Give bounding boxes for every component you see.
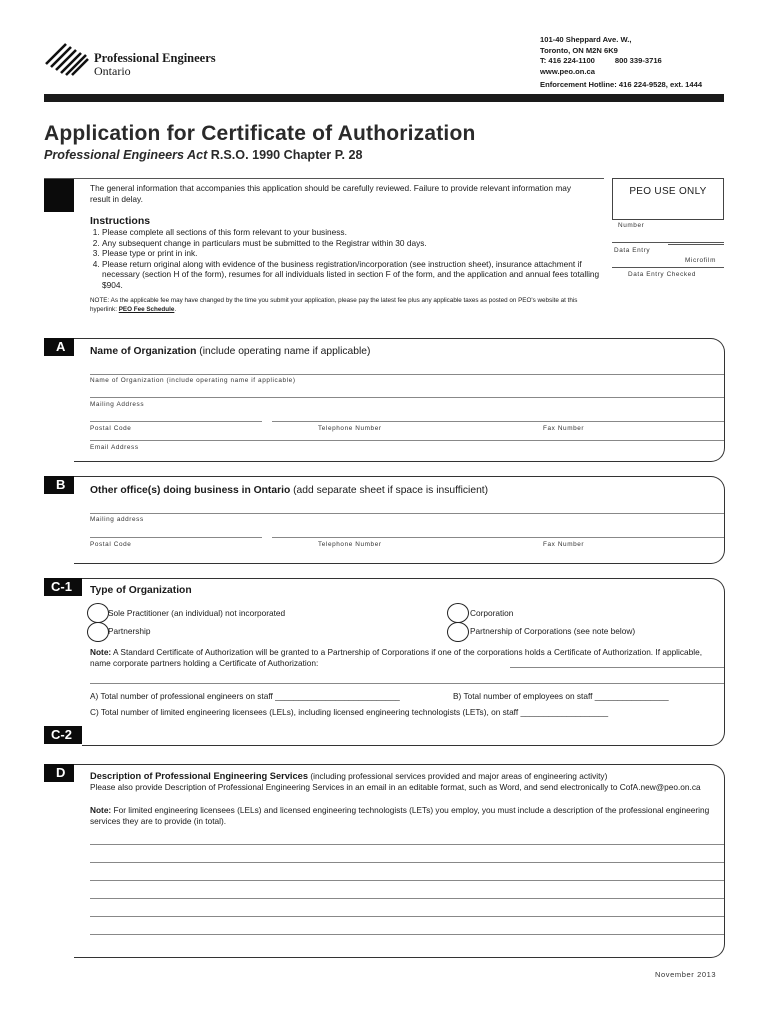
address-line-1: 101-40 Sheppard Ave. W., bbox=[540, 35, 632, 44]
b-postal-label: Postal Code bbox=[90, 541, 132, 548]
instruction-item: 3. Please type or print in ink. bbox=[102, 248, 600, 259]
section-c1-heading: Type of Organization bbox=[90, 585, 192, 596]
fee-note-text: NOTE: As the applicable fee may have changed by the time you submit your application, please pay the latest fee plus any applicable taxes as posted on PEO's website at this hyperlink: bbox=[90, 297, 578, 313]
section-a-heading bbox=[90, 346, 370, 357]
org-name-label: Name of Organization (include operating name if applicable) bbox=[90, 377, 296, 384]
partnership-radio[interactable] bbox=[87, 622, 109, 642]
fee-note: NOTE: As the applicable fee may have changed by the time you submit your application, please pay the latest fee plus any applicable taxes as posted on PEO's website at this hyperlink: PEO Fee Schedule. bbox=[90, 297, 578, 313]
instruction-item: 4. Please return original along with evidence of the business registration/incorporation (see instruction sheet), insurance attachment if necessary (section H of the form), resumes for all individuals listed in section F of the form, and the application and annual fees totalling $904. bbox=[102, 259, 600, 291]
section-d-title: Description of Professional Engineering Services bbox=[90, 771, 309, 781]
section-d-tag: D bbox=[44, 764, 74, 782]
postal-label: Postal Code bbox=[90, 425, 132, 432]
section-a-tag: A bbox=[44, 338, 74, 356]
org-sub: Ontario bbox=[94, 64, 131, 78]
section-d-note: (including professional services provided and major areas of engineering activity) bbox=[308, 771, 608, 781]
instructions-list bbox=[90, 227, 600, 290]
b-postal-line[interactable] bbox=[90, 537, 262, 538]
section-a-title: Name of Organization bbox=[90, 346, 197, 357]
c2-item-c: C) Total number of limited engineering licensees (LELs), including licensed engineering technologists (LETs), on staff ___________________ bbox=[90, 707, 609, 717]
c2-item-a: A) Total number of professional engineers on staff ___________________________ bbox=[90, 691, 400, 701]
mailing-line[interactable] bbox=[90, 397, 724, 398]
intro-rule bbox=[44, 178, 604, 179]
instruction-item: 2. Any subsequent change in particulars must be submitted to the Registrar within 30 days. bbox=[102, 238, 600, 249]
fax-label: Fax Number bbox=[543, 425, 585, 432]
peo-number-label: Number bbox=[618, 222, 645, 229]
sole-practitioner-label: Sole Practitioner (an individual) not incorporated bbox=[108, 608, 286, 618]
partnership-label: Partnership bbox=[108, 626, 151, 636]
instruction-item: 1. Please complete all sections of this form relevant to your business. bbox=[102, 227, 600, 238]
footer-date: November 2013 bbox=[655, 970, 717, 979]
mailing-label: Mailing Address bbox=[90, 401, 145, 408]
email-line[interactable] bbox=[90, 440, 724, 441]
section-d bbox=[74, 764, 725, 958]
peo-data-entry-line bbox=[668, 244, 724, 245]
email-label: Email Address bbox=[90, 444, 139, 451]
contact-block bbox=[540, 35, 750, 91]
address-line-2: Toronto, ON M2N 6K9 bbox=[540, 45, 618, 55]
fee-schedule-link[interactable]: PEO Fee Schedule bbox=[118, 305, 175, 313]
description-line[interactable] bbox=[90, 916, 724, 917]
description-line[interactable] bbox=[90, 934, 724, 935]
b-mailing-line[interactable] bbox=[90, 513, 724, 514]
section-c1-tag: C-1 bbox=[44, 578, 82, 596]
section-d-note-block bbox=[90, 805, 724, 826]
corporate-partners-line-1[interactable] bbox=[510, 667, 724, 668]
section-b-note: (add separate sheet if space is insufficient) bbox=[290, 485, 489, 496]
section-b-title: Other office(s) doing business in Ontario bbox=[90, 485, 291, 496]
subtitle-act: Professional Engineers Act bbox=[44, 148, 208, 162]
c1-note bbox=[90, 647, 722, 668]
hotline: Enforcement Hotline: 416 224-9528, ext. 1444 bbox=[540, 80, 703, 89]
tollfree: 800 339-3716 bbox=[614, 56, 662, 65]
section-d-note-text: For limited engineering licensees (LELs) and licensed engineering technologists (LETs) you employ, you must include a description of the professional engineering services they are to provide (in total). bbox=[90, 805, 710, 826]
section-c2-tag: C-2 bbox=[44, 726, 82, 744]
c2-item-b: B) Total number of employees on staff ________________ bbox=[453, 691, 669, 701]
partnership-corps-label: Partnership of Corporations (see note below) bbox=[470, 626, 636, 636]
section-d-note-label: Note: bbox=[90, 805, 112, 815]
peo-use-title: PEO USE ONLY bbox=[612, 178, 724, 220]
phone-line bbox=[540, 56, 750, 67]
b-telephone-line[interactable] bbox=[272, 537, 724, 538]
intro-block bbox=[44, 178, 74, 212]
phone: T: 416 224-1100 bbox=[540, 56, 595, 65]
description-line[interactable] bbox=[90, 898, 724, 899]
corporate-partners-line-2[interactable] bbox=[90, 683, 724, 684]
subtitle-rest: R.S.O. 1990 Chapter P. 28 bbox=[207, 148, 363, 162]
peo-logo-icon bbox=[44, 40, 89, 76]
intro-general: The general information that accompanies this application should be carefully reviewed. Failure to provide relevant information may result in delay. bbox=[90, 183, 572, 204]
c1-note-text: A Standard Certificate of Authorization will be granted to a Partnership of Corporations if one of the corporations holds a Certificate of Authorization. If applicable, name corporate partners holding a Certificate of Authorization: bbox=[90, 647, 703, 668]
peo-microfilm-line bbox=[612, 267, 724, 268]
section-b-tag: B bbox=[44, 476, 74, 494]
section-b-heading bbox=[90, 485, 488, 496]
description-line[interactable] bbox=[90, 862, 724, 863]
section-a-note: (include operating name if applicable) bbox=[196, 346, 371, 357]
peo-use-box bbox=[612, 178, 724, 282]
header-bar bbox=[44, 94, 724, 102]
org-name-line[interactable] bbox=[90, 374, 724, 375]
b-fax-label: Fax Number bbox=[543, 541, 585, 548]
sole-practitioner-radio[interactable] bbox=[87, 603, 109, 623]
description-line[interactable] bbox=[90, 844, 724, 845]
org-name: Professional Engineers bbox=[94, 51, 216, 65]
telephone-label: Telephone Number bbox=[318, 425, 382, 432]
corporation-radio[interactable] bbox=[447, 603, 469, 623]
b-mailing-label: Mailing address bbox=[90, 516, 144, 523]
peo-microfilm-label: Microfilm bbox=[685, 257, 716, 264]
c1-note-label: Note: bbox=[90, 647, 112, 657]
section-d-line1: Please also provide Description of Professional Engineering Services in an email in an editable format, such as Word, and send electronically to CofA.new@peo.on.ca bbox=[90, 782, 701, 792]
instructions-title: Instructions bbox=[90, 215, 151, 227]
peo-checked-label: Data Entry Checked bbox=[628, 271, 696, 278]
b-telephone-label: Telephone Number bbox=[318, 541, 382, 548]
telephone-line[interactable] bbox=[272, 421, 724, 422]
peo-logo bbox=[44, 40, 89, 76]
partnership-corps-radio[interactable] bbox=[447, 622, 469, 642]
peo-number-line bbox=[612, 242, 724, 243]
postal-line[interactable] bbox=[90, 421, 262, 422]
section-d-heading bbox=[90, 771, 722, 782]
description-line[interactable] bbox=[90, 880, 724, 881]
page-subtitle bbox=[44, 148, 362, 162]
website: www.peo.on.ca bbox=[540, 66, 595, 76]
corporation-label: Corporation bbox=[470, 608, 514, 618]
page-title: Application for Certificate of Authorization bbox=[44, 122, 476, 145]
peo-data-entry-label: Data Entry bbox=[614, 247, 651, 254]
